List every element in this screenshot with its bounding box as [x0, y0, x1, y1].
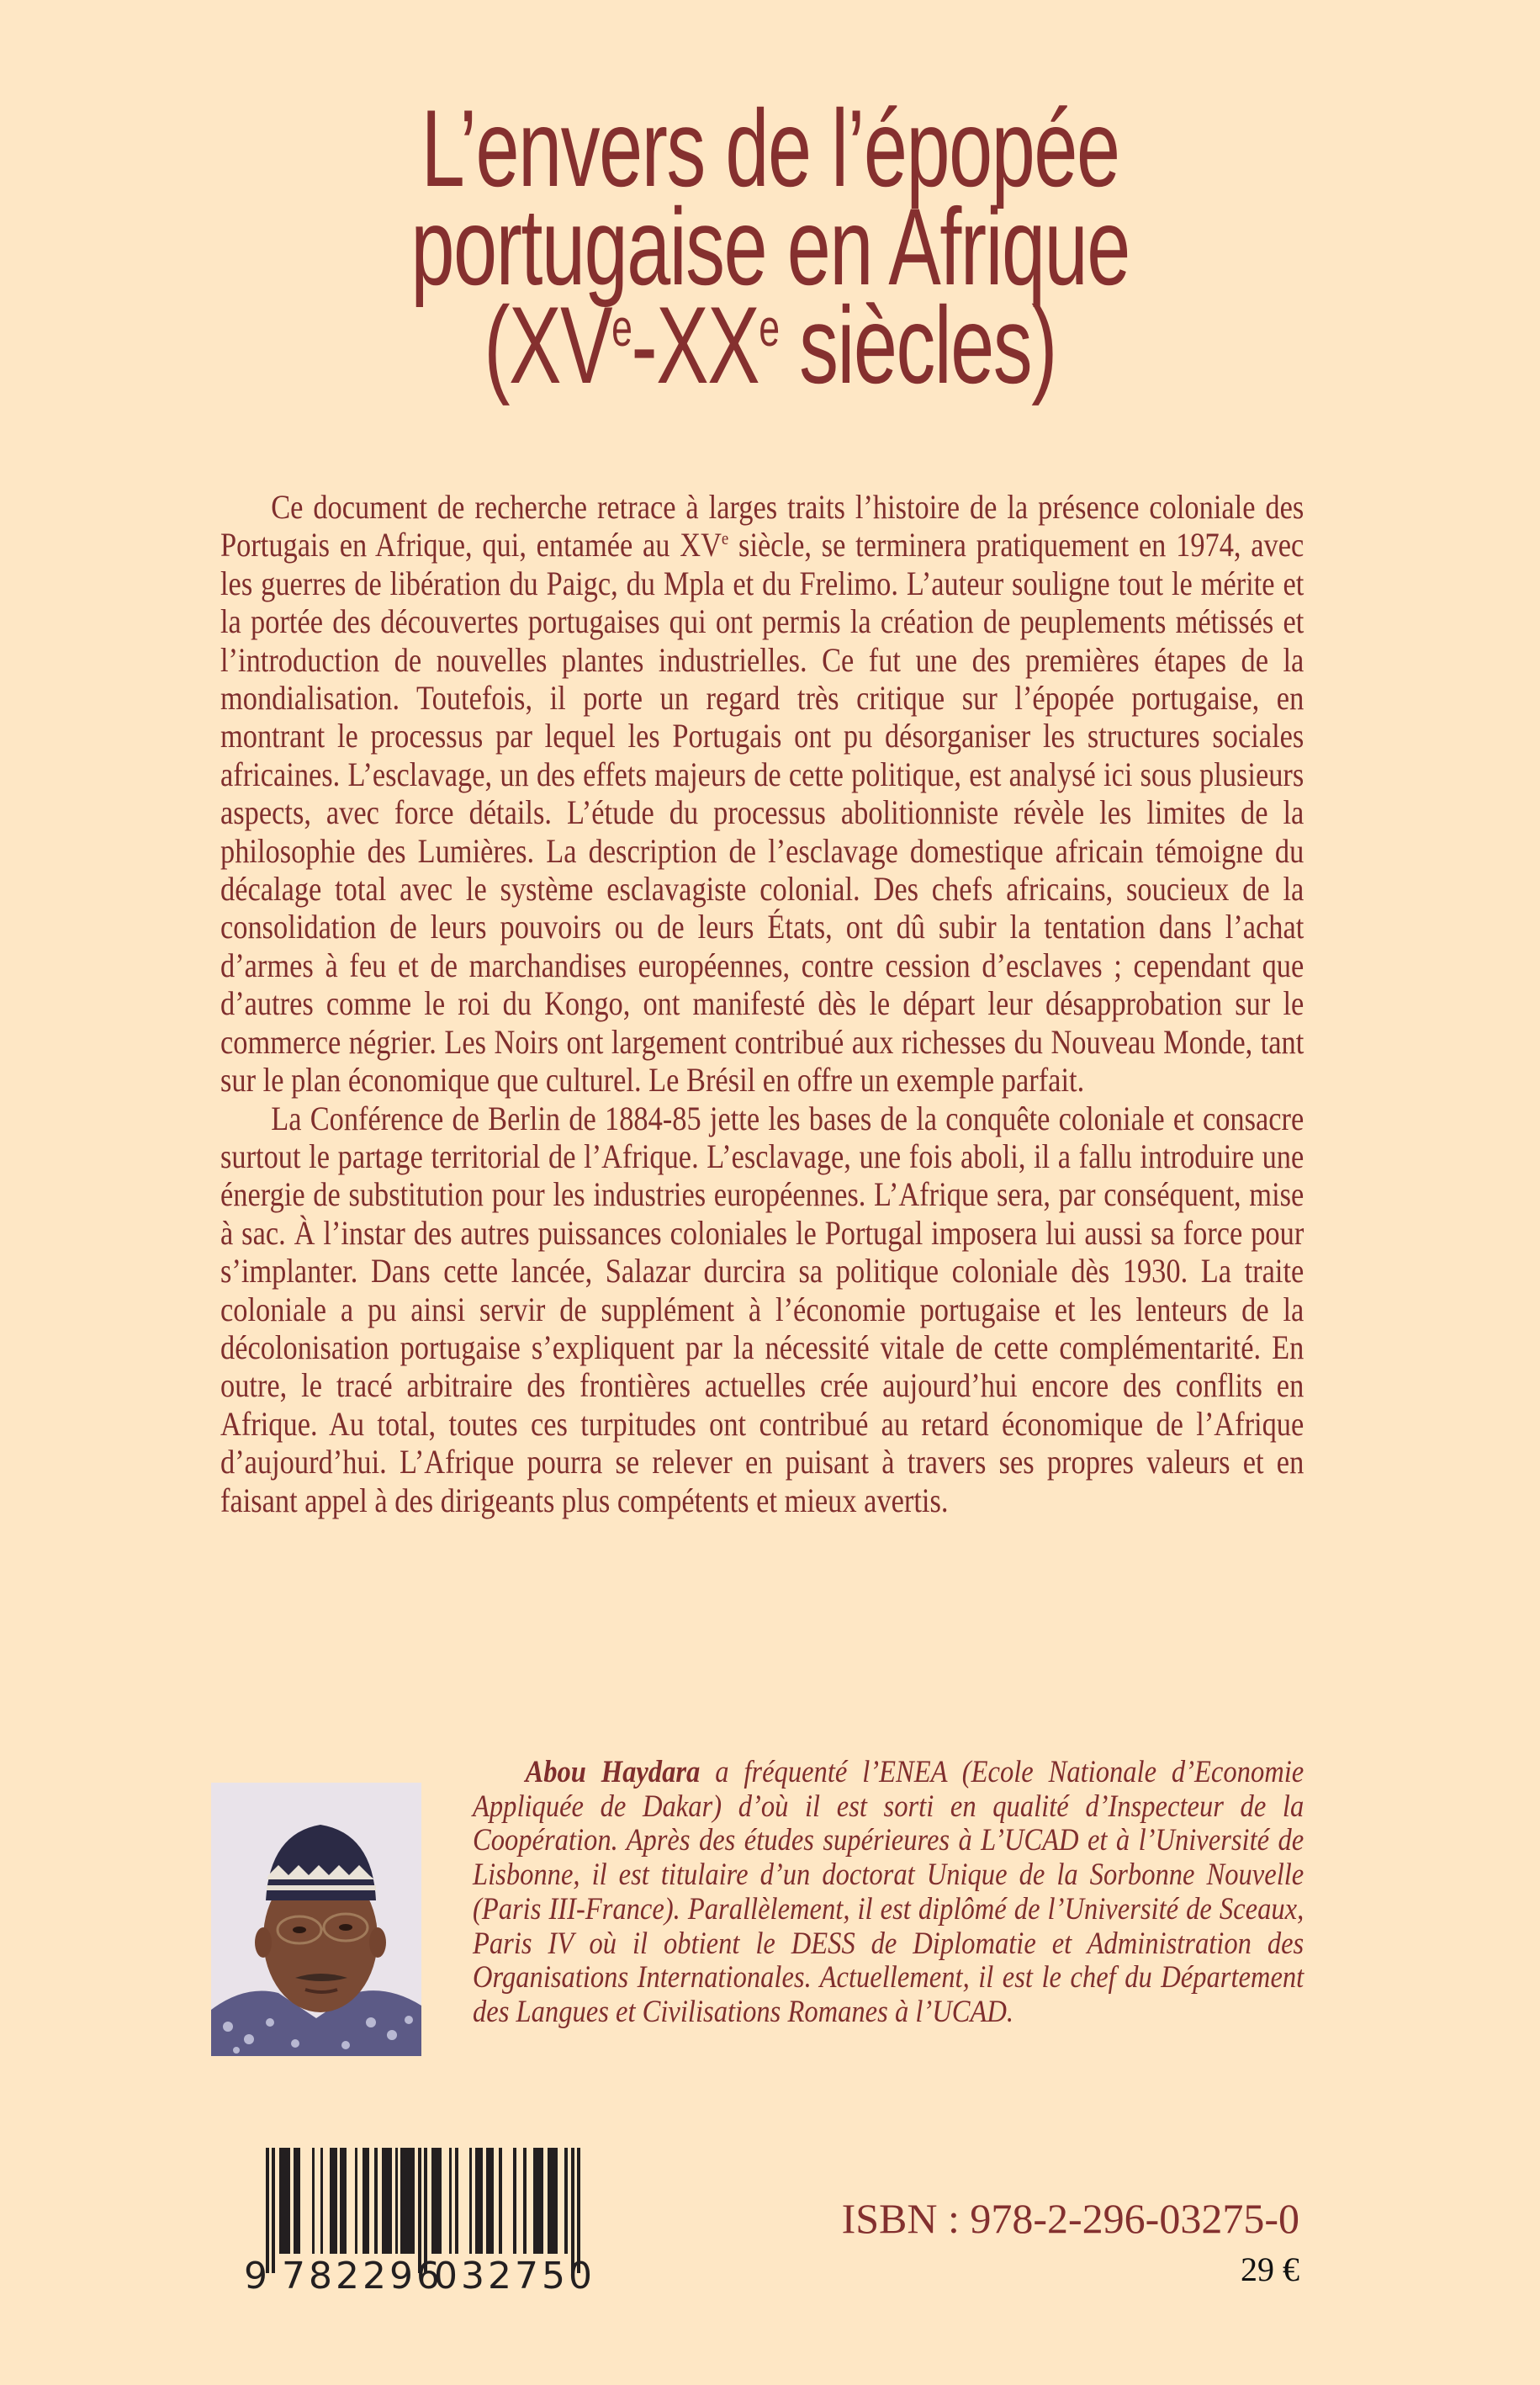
author-bio-text: Abou Haydara a fréquenté l’ENEA (Ecole Nationale d’Economie Appliquée de Dakar) d’où il est sorti en qualité d’Inspecteur de la Coopération. Après des études supérieures à L’UCAD et à l’Université de Lisbonne, il est titulaire d’un doctorat Unique de la Sorbonne Nouvelle (Paris III-France). Parallèlement, il est diplômé de l’Université de Sceaux, Paris IV où il obtient le DESS de Diplomatie et Administration des Organisations Internationales. Actuellement, il est le chef du Département des Langues et Civilisations Romanes à l’UCAD.	[473, 1755, 1305, 2029]
barcode-group-1: 782296	[282, 2255, 443, 2297]
barcode	[244, 2145, 614, 2297]
barcode-lead-digit: 9	[244, 2255, 267, 2297]
isbn: ISBN : 978-2-296-03275-0	[841, 2195, 1299, 2242]
author-portrait-icon	[211, 1783, 421, 2056]
author-bio	[473, 1756, 1304, 2030]
author-photo	[211, 1783, 421, 2056]
price: 29 €	[1241, 2250, 1299, 2288]
book-summary	[220, 488, 1304, 1519]
title-line-2: portugaise en Afrique	[410, 185, 1130, 308]
book-title	[0, 87, 1540, 406]
title-line-3: (XVe-XXe siècles)	[484, 284, 1056, 406]
barcode-icon	[244, 2145, 614, 2297]
barcode-group-2: 032750	[434, 2255, 595, 2297]
author-name: Abou Haydara	[525, 1755, 701, 1789]
summary-paragraph-1: Ce document de recherche retrace à larges traits l’histoire de la présence coloniale des Portugais en Afrique, qui, entamée au XVe siècle, se terminera pratiquement en 1974, avec les guerres de libération du Paigc, du Mpla et du Frelimo. L’auteur souligne tout le mérite et la portée des découvertes portugaises qui ont permis la création de peuplements métissés et l’introduction de nouvelles plantes industrielles. Ce fut une des premières étapes de la mondialisation. Toutefois, il porte un regard très critique sur l’épopée portugaise, en montrant le processus par lequel les Portugais ont pu désorganiser les structures sociales africaines. L’esclavage, un des effets majeurs de cette politique, est analysé ici sous plusieurs aspects, avec force détails. L’étude du processus abolitionniste révèle les limites de la philosophie des Lumières. La description de l’esclavage domestique africain témoigne du décalage total avec le système esclavagiste colonial. Des chefs africains, soucieux de la consolidation de leurs pouvoirs ou de leurs États, ont dû subir la tentation dans l’achat d’armes à feu et de marchandises européennes, contre cession d’esclaves ; cependant que d’autres comme le roi du Kongo, ont manifesté dès le départ leur désapprobation sur le commerce négrier. Les Noirs ont largement contribué aux richesses du Nouveau Monde, tant sur le plan économique que culturel. Le Brésil en offre un exemple parfait.	[220, 488, 1305, 1100]
summary-paragraph-2: La Conférence de Berlin de 1884-85 jette les bases de la conquête coloniale et consacre surtout le partage territorial de l’Afrique. L’esclavage, une fois aboli, il a fallu introduire une énergie de substitution pour les industries européennes. L’Afrique sera, par conséquent, mise à sac. À l’instar des autres puissances coloniales le Portugal imposera lui aussi sa force pour s’implanter. Dans cette lancée, Salazar durcira sa politique coloniale dès 1930. La traite coloniale a pu ainsi servir de supplément à l’économie portugaise et les lenteurs de la décolonisation portugaise s’expliquent par la nécessité vitale de cette complémentarité. En outre, le tracé arbitraire des frontières actuelles crée aujourd’hui encore des conflits en Afrique. Au total, toutes ces turpitudes ont contribué au retard économique de l’Afrique d’aujourd’hui. L’Afrique pourra se relever en puisant à travers ses propres valeurs et en faisant appel à des dirigeants plus compétents et mieux avertis.	[220, 1099, 1305, 1519]
title-line-1: L’envers de l’épopée	[421, 87, 1119, 209]
